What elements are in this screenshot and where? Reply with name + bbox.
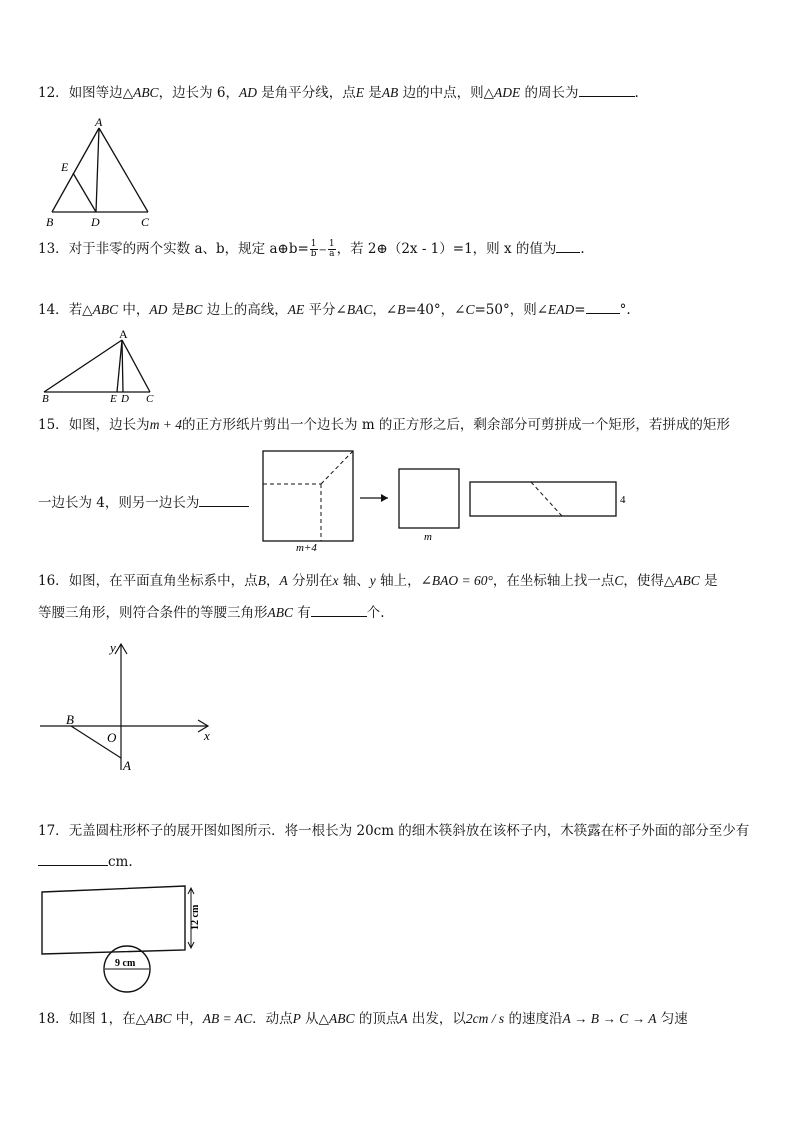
label-B: B (66, 712, 74, 727)
label-C: C (141, 215, 150, 229)
q12-triangle-figure (40, 116, 170, 228)
label-D: D (121, 393, 129, 405)
question-17-text-line2: cm. (38, 853, 133, 871)
question-14-text: 14．若△ABC 中，AD 是BC 边上的高线，AE 平分∠BAC，∠B=40°，∠C=50°，则∠EAD= °. (38, 302, 631, 318)
answer-blank[interactable] (586, 301, 620, 314)
label-4: 4 (620, 494, 626, 506)
label-y: y (110, 640, 116, 655)
answer-blank[interactable] (38, 853, 108, 866)
question-18-text: 18．如图 1，在△ABC 中，AB = AC．动点P 从△ABC 的顶点A 出发，以2cm / s 的速度沿A → B → C → A 匀速 (38, 1011, 688, 1027)
label-A: A (95, 115, 103, 129)
question-12-text: 12．如图等边△ABC，边长为 6，AD 是角平分线，点E 是AB 边的中点，则△ADE 的周长为 . (38, 85, 639, 101)
answer-blank[interactable] (556, 240, 580, 253)
answer-blank[interactable] (311, 604, 367, 617)
answer-blank[interactable] (199, 494, 249, 507)
question-15-text-line2: 一边长为 4，则另一边长为 (38, 494, 249, 512)
question-16-text-line2: 等腰三角形，则符合条件的等腰三角形ABC 有 个. (38, 605, 385, 621)
label-9cm: 9 cm (115, 958, 136, 969)
label-B: B (46, 215, 54, 229)
label-E: E (110, 393, 117, 405)
q15-square-figure (260, 448, 640, 556)
q14-triangle-figure (40, 328, 170, 404)
answer-blank[interactable] (579, 84, 635, 97)
label-A: A (123, 758, 131, 773)
fraction-1-over-b: $\frac{1}{b}$ (310, 239, 317, 259)
label-C: C (146, 393, 154, 405)
fraction-1-over-a: $\frac{1}{a}$ (328, 239, 335, 259)
label-m-plus-4: m+4 (296, 542, 317, 554)
question-13-text: 13．对于非零的两个实数 a、b，规定 a⊕b= $\frac{1}{b}$ − $\frac{1}{a}$ ，若 2⊕（2x - 1）=1，则 x 的值为 . (38, 239, 585, 259)
question-17-text: 17．无盖圆柱形杯子的展开图如图所示．将一根长为 20cm 的细木筷斜放在该杯子内，木筷露在杯子外面的部分至少有 (38, 823, 750, 839)
question-15-text: 15．如图，边长为m + 4的正方形纸片剪出一个边长为 m 的正方形之后，剩余部分可剪拼成一个矩形，若拼成的矩形 (38, 417, 730, 433)
q17-cup-net-figure (38, 884, 218, 996)
label-E: E (61, 160, 69, 174)
label-x: x (204, 728, 210, 743)
label-A: A (119, 327, 128, 341)
label-O: O (107, 730, 117, 745)
label-D: D (91, 215, 100, 229)
question-16-text: 16．如图，在平面直角坐标系中，点B，A 分别在x 轴、y 轴上，∠BAO = 60°，在坐标轴上找一点C，使得△ABC 是 (38, 573, 718, 589)
label-m: m (424, 531, 432, 543)
label-12cm: 12 cm (190, 904, 201, 930)
q16-coordinate-figure (38, 638, 228, 778)
label-B: B (42, 393, 49, 405)
